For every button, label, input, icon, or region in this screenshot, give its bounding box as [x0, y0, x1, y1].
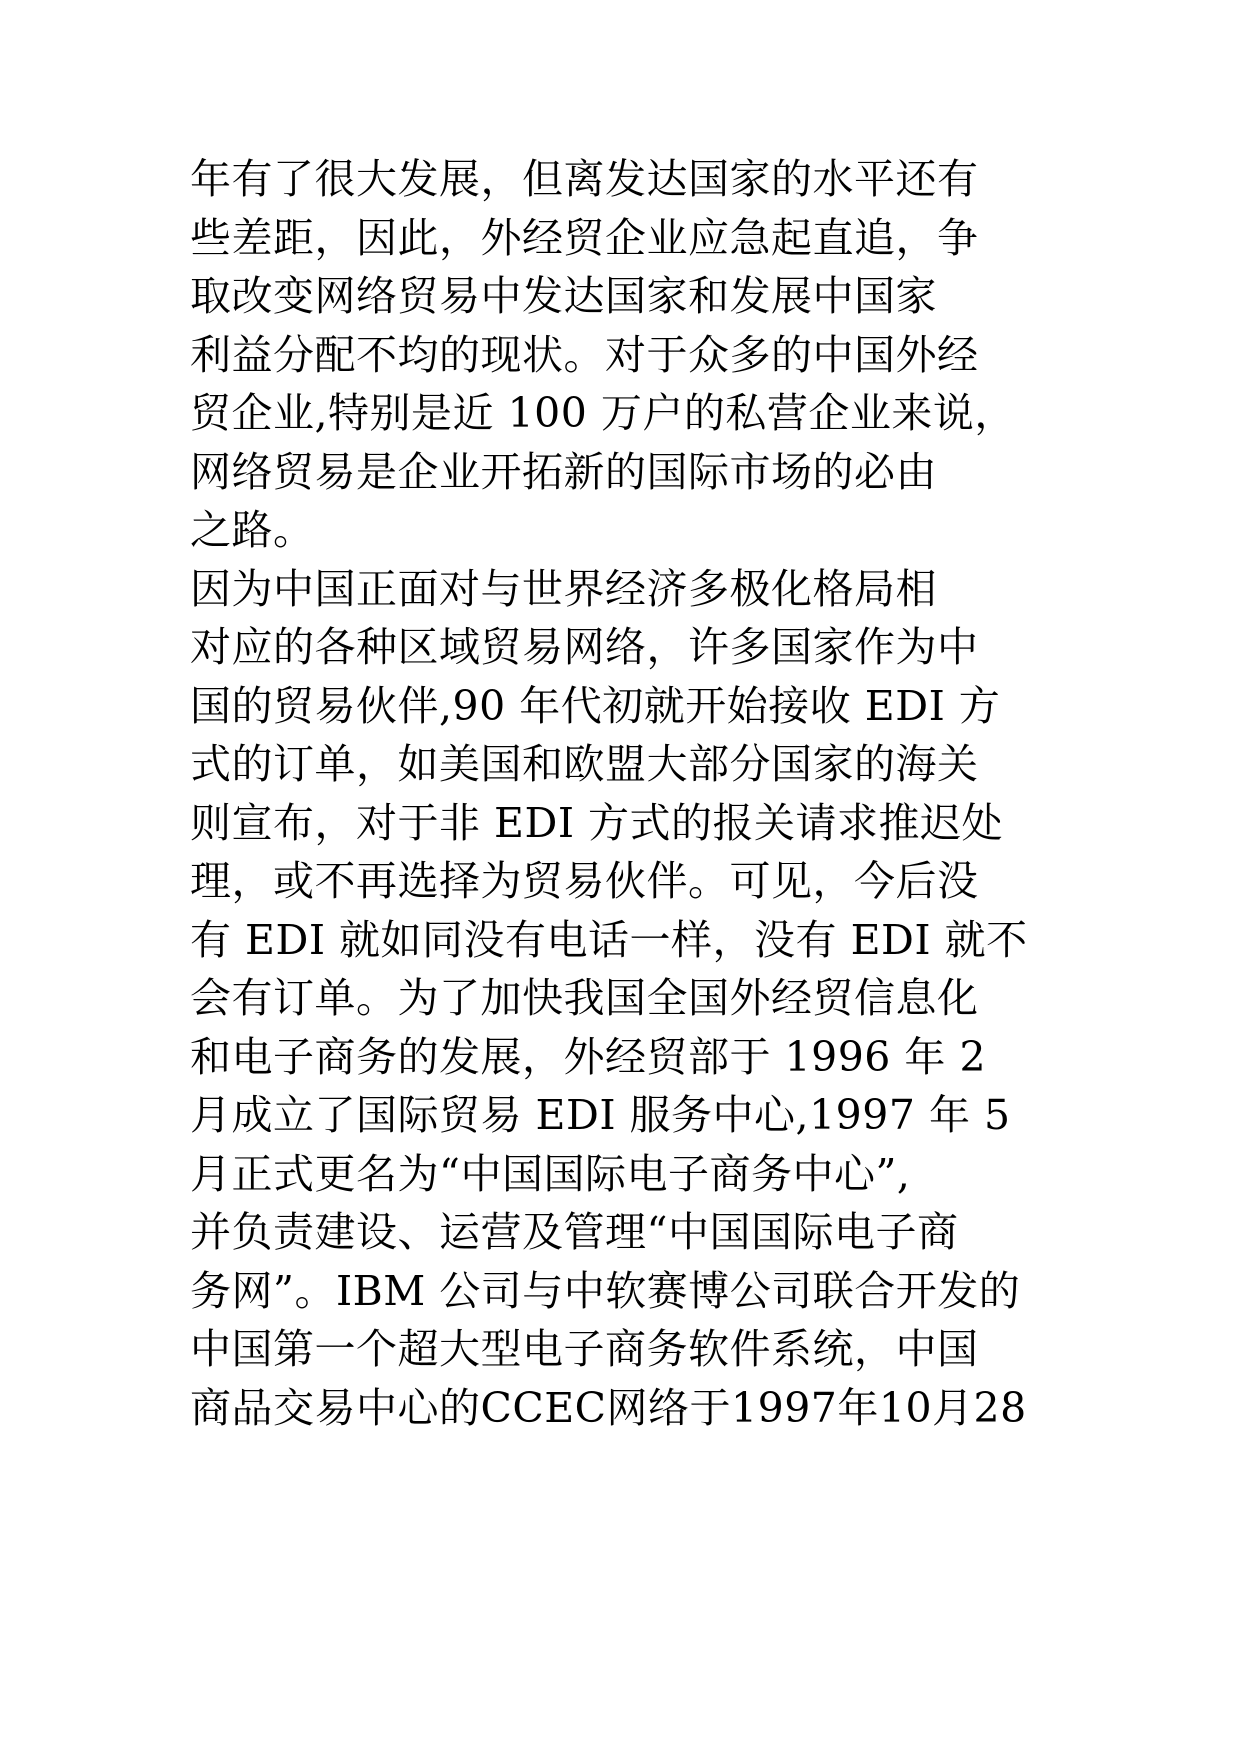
text-line: 之路。 [190, 506, 315, 554]
text-line: 和电子商务的发展，外经贸部于 1996 年 2 [190, 1032, 987, 1081]
text-line: 式的订单，如美国和欧盟大部分国家的海关 [190, 740, 979, 788]
text-line: 有 EDI 就如同没有电话一样，没有 EDI 就不 [190, 915, 1028, 964]
text-line: 月成立了国际贸易 EDI 服务中心,1997 年 5 [190, 1091, 1011, 1139]
text-line: 并负责建设、运营及管理“中国国际电子商 [190, 1208, 959, 1256]
text-line: 国的贸易伙伴,90 年代初就开始接收 EDI 方 [190, 681, 1001, 730]
text-line: 利益分配不均的现状。对于众多的中国外经 [190, 330, 979, 379]
text-line: 商品交易中心的CCEC网络于1997年10月28 [190, 1383, 1027, 1432]
text-line: 对应的各种区域贸易网络，许多国家作为中 [190, 623, 979, 671]
text-line: 理，或不再选择为贸易伙伴。可见，今后没 [190, 857, 979, 905]
text-line: 中国第一个超大型电子商务软件系统，中国 [190, 1325, 979, 1373]
text-line: 网络贸易是企业开拓新的国际市场的必由 [190, 447, 937, 496]
text-line: 务网”。IBM 公司与中软赛博公司联合开发的 [190, 1266, 1021, 1315]
text-line: 年有了很大发展，但离发达国家的水平还有 [190, 155, 979, 203]
text-line: 月正式更名为“中国国际电子商务中心”, [190, 1149, 911, 1198]
text-line: 则宣布，对于非 EDI 方式的报关请求推迟处 [190, 798, 1004, 847]
text-line: 因为中国正面对与世界经济多极化格局相 [190, 564, 937, 613]
text-line: 贸企业,特别是近 100 万户的私营企业来说， [190, 389, 1016, 437]
body-text [190, 150, 1070, 1437]
text-line: 会有订单。为了加快我国全国外经贸信息化 [190, 974, 979, 1022]
text-line: 取改变网络贸易中发达国家和发展中国家 [190, 272, 937, 320]
text-line: 些差距，因此，外经贸企业应急起直追，争 [190, 213, 979, 262]
